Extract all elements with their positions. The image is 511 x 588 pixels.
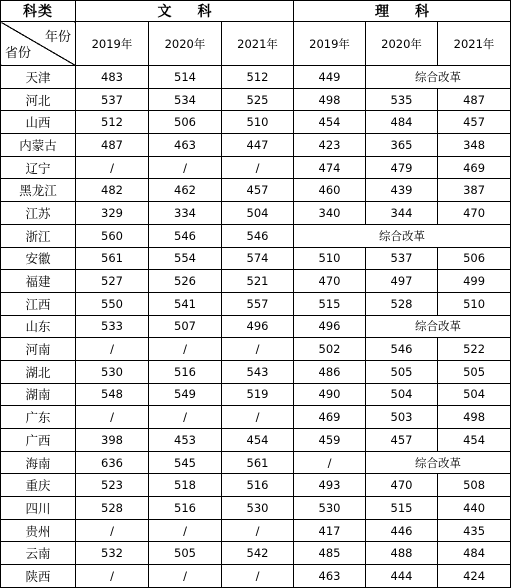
wenke-score-cell: 454 (222, 429, 294, 452)
wenke-score-cell: 546 (222, 224, 294, 247)
wenke-score-cell: 532 (76, 542, 149, 565)
like-score-cell: 498 (294, 88, 366, 111)
like-score-cell: 457 (438, 111, 511, 134)
like-score-cell: 505 (366, 360, 438, 383)
province-cell: 贵州 (1, 519, 76, 542)
province-cell: 云南 (1, 542, 76, 565)
like-score-cell: 504 (366, 383, 438, 406)
like-score-cell: 515 (366, 497, 438, 520)
wenke-score-cell: 506 (149, 111, 222, 134)
wenke-score-cell: / (149, 519, 222, 542)
wenke-score-cell: 543 (222, 360, 294, 383)
province-cell: 广西 (1, 429, 76, 452)
wenke-score-cell: 550 (76, 292, 149, 315)
wenke-score-cell: 516 (149, 360, 222, 383)
like-group-header: 理科 (294, 1, 511, 22)
like-score-cell: 522 (438, 338, 511, 361)
table-row (1, 429, 511, 452)
like-score-cell: 435 (438, 519, 511, 542)
wenke-score-cell: 516 (222, 474, 294, 497)
like-score-cell: 454 (294, 111, 366, 134)
table-row (1, 474, 511, 497)
wenke-score-cell: 487 (76, 134, 149, 157)
table-row (1, 360, 511, 383)
like-score-cell: 497 (366, 270, 438, 293)
like-score-cell: 484 (438, 542, 511, 565)
wenke-score-cell: 516 (149, 497, 222, 520)
like-score-cell: / (294, 451, 366, 474)
wenke-score-cell: / (222, 156, 294, 179)
wenke-score-cell: 557 (222, 292, 294, 315)
wenke-score-cell: 561 (222, 451, 294, 474)
like-score-cell: 417 (294, 519, 366, 542)
wenke-score-cell: 518 (149, 474, 222, 497)
like-reform-note-cell: 综合改革 (366, 315, 511, 338)
like-score-cell: 503 (366, 406, 438, 429)
like-score-cell: 423 (294, 134, 366, 157)
like-score-cell: 446 (366, 519, 438, 542)
like-score-cell: 510 (438, 292, 511, 315)
like-score-cell: 470 (438, 202, 511, 225)
like-score-cell: 348 (438, 134, 511, 157)
wenke-score-cell: 512 (222, 66, 294, 89)
province-cell: 山东 (1, 315, 76, 338)
wenke-score-cell: 534 (149, 88, 222, 111)
wenke-score-cell: 554 (149, 247, 222, 270)
wenke-group-header: 文科 (76, 1, 294, 22)
province-cell: 江苏 (1, 202, 76, 225)
like-score-cell: 344 (366, 202, 438, 225)
province-cell: 辽宁 (1, 156, 76, 179)
diagonal-header-cell (1, 22, 76, 66)
table-row (1, 406, 511, 429)
year-header-cell: 2019年 (76, 22, 149, 66)
wenke-score-cell: 482 (76, 179, 149, 202)
like-reform-note-cell: 综合改革 (366, 451, 511, 474)
wenke-score-cell: / (222, 519, 294, 542)
province-cell: 河南 (1, 338, 76, 361)
like-score-cell: 510 (294, 247, 366, 270)
header-row-groups (1, 1, 511, 22)
table-row (1, 338, 511, 361)
wenke-score-cell: 512 (76, 111, 149, 134)
province-cell: 黑龙江 (1, 179, 76, 202)
like-reform-note-cell: 综合改革 (366, 66, 511, 89)
wenke-score-cell: 527 (76, 270, 149, 293)
wenke-score-cell: 510 (222, 111, 294, 134)
wenke-score-cell: / (76, 565, 149, 588)
table-row (1, 179, 511, 202)
like-score-cell: 493 (294, 474, 366, 497)
wenke-score-cell: 521 (222, 270, 294, 293)
table-row (1, 247, 511, 270)
wenke-score-cell: 453 (149, 429, 222, 452)
like-score-cell: 440 (438, 497, 511, 520)
table-row (1, 497, 511, 520)
province-cell: 浙江 (1, 224, 76, 247)
like-score-cell: 470 (366, 474, 438, 497)
year-axis-label: 年份 (44, 30, 71, 45)
wenke-score-cell: 523 (76, 474, 149, 497)
province-cell: 内蒙古 (1, 134, 76, 157)
province-cell: 陕西 (1, 565, 76, 588)
year-header-cell: 2021年 (222, 22, 294, 66)
wenke-score-cell: 528 (76, 497, 149, 520)
table-row (1, 88, 511, 111)
like-score-cell: 469 (438, 156, 511, 179)
table-row (1, 66, 511, 89)
wenke-score-cell: 483 (76, 66, 149, 89)
like-score-cell: 474 (294, 156, 366, 179)
table-row (1, 542, 511, 565)
wenke-score-cell: 514 (149, 66, 222, 89)
wenke-score-cell: / (76, 338, 149, 361)
like-reform-note-cell: 综合改革 (294, 224, 511, 247)
wenke-score-cell: 530 (222, 497, 294, 520)
like-score-cell: 424 (438, 565, 511, 588)
province-cell: 山西 (1, 111, 76, 134)
wenke-score-cell: 546 (149, 224, 222, 247)
table-row (1, 383, 511, 406)
wenke-score-cell: 329 (76, 202, 149, 225)
wenke-score-cell: / (76, 406, 149, 429)
table-row (1, 202, 511, 225)
wenke-score-cell: 398 (76, 429, 149, 452)
table-row (1, 565, 511, 588)
like-score-cell: 486 (294, 360, 366, 383)
wenke-score-cell: 542 (222, 542, 294, 565)
wenke-score-cell: 574 (222, 247, 294, 270)
province-cell: 湖南 (1, 383, 76, 406)
wenke-score-cell: 504 (222, 202, 294, 225)
like-score-cell: 457 (366, 429, 438, 452)
year-header-cell: 2020年 (366, 22, 438, 66)
wenke-score-cell: 447 (222, 134, 294, 157)
wenke-score-cell: / (149, 156, 222, 179)
wenke-score-cell: 463 (149, 134, 222, 157)
like-score-cell: 365 (366, 134, 438, 157)
like-score-cell: 537 (366, 247, 438, 270)
like-score-cell: 499 (438, 270, 511, 293)
table-row (1, 315, 511, 338)
province-cell: 河北 (1, 88, 76, 111)
like-score-cell: 498 (438, 406, 511, 429)
wenke-score-cell: / (149, 565, 222, 588)
like-score-cell: 506 (438, 247, 511, 270)
province-cell: 海南 (1, 451, 76, 474)
like-score-cell: 490 (294, 383, 366, 406)
like-score-cell: 505 (438, 360, 511, 383)
wenke-score-cell: / (149, 406, 222, 429)
province-axis-label: 省份 (5, 46, 32, 61)
year-header-cell: 2021年 (438, 22, 511, 66)
wenke-score-cell: 533 (76, 315, 149, 338)
like-score-cell: 340 (294, 202, 366, 225)
province-cell: 四川 (1, 497, 76, 520)
like-score-cell: 387 (438, 179, 511, 202)
like-score-cell: 439 (366, 179, 438, 202)
like-score-cell: 459 (294, 429, 366, 452)
table-row (1, 292, 511, 315)
wenke-score-cell: 334 (149, 202, 222, 225)
table-row (1, 270, 511, 293)
like-score-cell: 504 (438, 383, 511, 406)
wenke-score-cell: 462 (149, 179, 222, 202)
wenke-score-cell: 548 (76, 383, 149, 406)
wenke-score-cell: / (222, 565, 294, 588)
wenke-score-cell: 507 (149, 315, 222, 338)
province-cell: 湖北 (1, 360, 76, 383)
category-header: 科类 (1, 1, 76, 22)
table-row (1, 224, 511, 247)
like-score-cell: 528 (366, 292, 438, 315)
wenke-score-cell: / (149, 338, 222, 361)
like-score-cell: 460 (294, 179, 366, 202)
table-row (1, 111, 511, 134)
wenke-score-cell: / (222, 406, 294, 429)
year-header-cell: 2019年 (294, 22, 366, 66)
like-score-cell: 546 (366, 338, 438, 361)
wenke-score-cell: 505 (149, 542, 222, 565)
province-cell: 广东 (1, 406, 76, 429)
like-score-cell: 508 (438, 474, 511, 497)
like-score-cell: 469 (294, 406, 366, 429)
wenke-score-cell: 525 (222, 88, 294, 111)
wenke-score-cell: / (76, 519, 149, 542)
year-header-cell: 2020年 (149, 22, 222, 66)
province-cell: 福建 (1, 270, 76, 293)
wenke-score-cell: 496 (222, 315, 294, 338)
like-score-cell: 530 (294, 497, 366, 520)
like-score-cell: 484 (366, 111, 438, 134)
like-score-cell: 470 (294, 270, 366, 293)
wenke-score-cell: 541 (149, 292, 222, 315)
wenke-score-cell: 526 (149, 270, 222, 293)
header-row-years (1, 22, 511, 66)
table-row (1, 519, 511, 542)
province-cell: 重庆 (1, 474, 76, 497)
like-score-cell: 535 (366, 88, 438, 111)
like-score-cell: 515 (294, 292, 366, 315)
like-score-cell: 479 (366, 156, 438, 179)
wenke-score-cell: 519 (222, 383, 294, 406)
like-score-cell: 449 (294, 66, 366, 89)
wenke-score-cell: / (76, 156, 149, 179)
table-row (1, 156, 511, 179)
like-score-cell: 454 (438, 429, 511, 452)
wenke-score-cell: 636 (76, 451, 149, 474)
like-score-cell: 444 (366, 565, 438, 588)
like-score-cell: 487 (438, 88, 511, 111)
table-row (1, 134, 511, 157)
like-score-cell: 485 (294, 542, 366, 565)
table-row (1, 451, 511, 474)
wenke-score-cell: 457 (222, 179, 294, 202)
like-score-cell: 488 (366, 542, 438, 565)
wenke-score-cell: 545 (149, 451, 222, 474)
wenke-score-cell: 561 (76, 247, 149, 270)
like-score-cell: 496 (294, 315, 366, 338)
province-cell: 江西 (1, 292, 76, 315)
province-cell: 安徽 (1, 247, 76, 270)
wenke-score-cell: 537 (76, 88, 149, 111)
province-cell: 天津 (1, 66, 76, 89)
like-score-cell: 502 (294, 338, 366, 361)
wenke-score-cell: 549 (149, 383, 222, 406)
wenke-score-cell: / (222, 338, 294, 361)
wenke-score-cell: 560 (76, 224, 149, 247)
like-score-cell: 463 (294, 565, 366, 588)
wenke-score-cell: 530 (76, 360, 149, 383)
